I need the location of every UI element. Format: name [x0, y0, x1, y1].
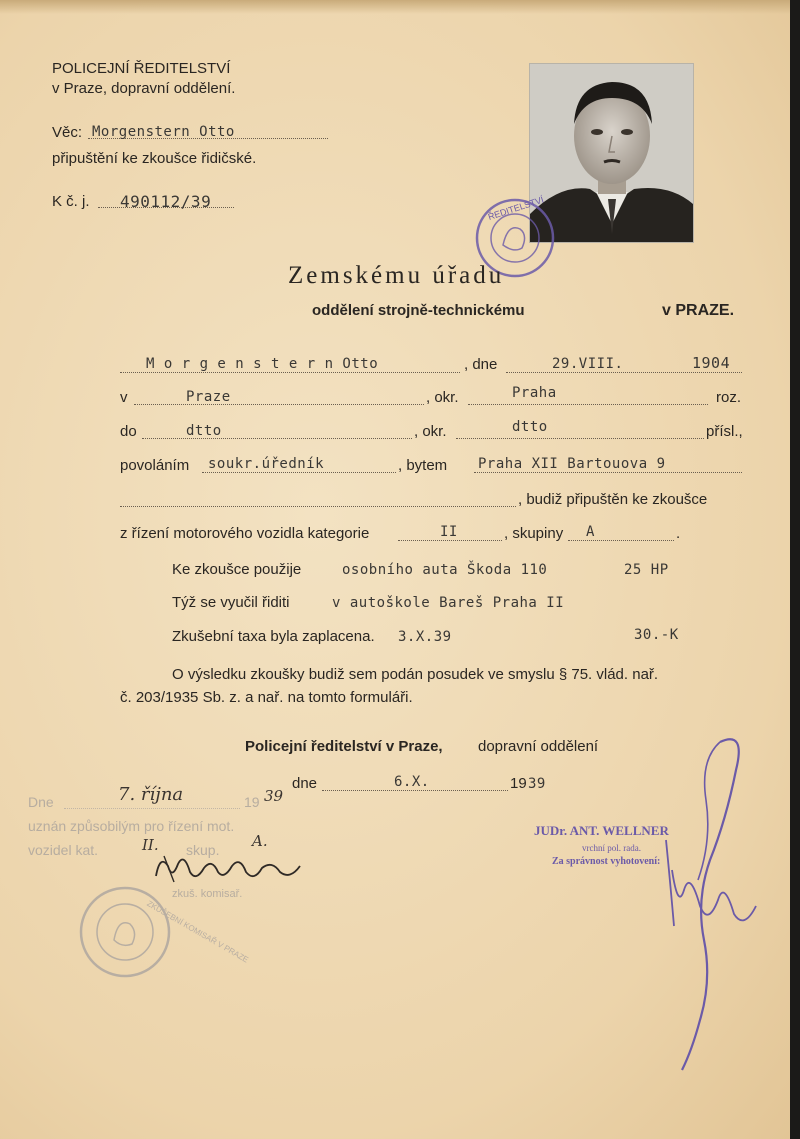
taxa-date: 3.X.39	[398, 629, 452, 645]
applicant-name: M o r g e n s t e r n Otto	[146, 356, 379, 372]
official-signature	[660, 730, 770, 1080]
exam-skup-label: skup.	[186, 842, 220, 858]
birth-date: 29.VIII.	[552, 356, 624, 372]
exam-komisar-label: zkuš. komisař.	[172, 888, 243, 900]
do-value: dtto	[186, 423, 222, 439]
dne-label: , dne	[464, 356, 498, 373]
bytem-value: Praha XII Bartouova 9	[478, 456, 666, 472]
hp-value: 25 HP	[624, 562, 669, 578]
period-mark: .	[676, 525, 681, 542]
prisl-label: přísl.,	[706, 423, 743, 440]
footer-year-prefix: 19	[510, 775, 527, 792]
paper-edge	[0, 0, 790, 14]
skupiny-dotted-line	[568, 540, 674, 541]
okr-dotted-line	[468, 404, 708, 405]
povolanim-value: soukr.úředník	[208, 456, 325, 472]
exam-date-dotted-line	[64, 808, 240, 809]
subject-line: připuštění ke zkoušce řidičské.	[52, 150, 257, 167]
header-office: POLICEJNÍ ŘEDITELSTVÍ	[52, 60, 231, 77]
okr2-dotted-line	[456, 438, 704, 439]
commissar-stamp-text: ZKUŠEBNÍ KOMISAŘ V PRAZE	[145, 898, 250, 965]
do-label: do	[120, 423, 137, 440]
vec-value: Morgenstern Otto	[92, 124, 235, 140]
addressee-title: Zemskému úřadu	[288, 262, 505, 289]
footer-dne-label: dne	[292, 775, 318, 792]
name-dotted-line	[120, 372, 460, 373]
footer-date-dotted-line	[322, 790, 508, 791]
vysledek-line1: O výsledku zkoušky budiž sem podán posudek ve smyslu § 75. vlád. nař.	[172, 666, 659, 683]
stamp-title: vrchní pol. rada.	[582, 843, 641, 853]
okr-value: Praha	[512, 385, 557, 401]
addressee-dept: oddělení strojně-technickému	[312, 302, 525, 319]
stamp-correct: Za správnost vyhotovení:	[552, 856, 661, 867]
vycuil-label: Týž se vyučil řiditi	[172, 594, 290, 611]
pripusten-text: , budiž připuštěn ke zkoušce	[518, 491, 708, 508]
povolanim-dotted-line	[202, 472, 396, 473]
exam-vozidel-label: vozidel kat.	[28, 842, 99, 858]
pouzije-label: Ke zkoušce použije	[172, 561, 302, 578]
exam-line2: uznán způsobilým pro řízení mot.	[28, 818, 235, 834]
kcj-value: 490112/39	[120, 192, 212, 211]
vec-label: Věc:	[52, 124, 83, 141]
skupiny-value: A	[586, 524, 595, 540]
okr-label: , okr.	[426, 389, 459, 406]
exam-hand-year: 39	[264, 787, 284, 805]
exam-kat-value: II.	[142, 836, 159, 854]
pouzije-value: osobního auta Škoda 110	[342, 562, 548, 578]
rizeni-label: z řízení motorového vozidla kategorie	[120, 525, 370, 542]
addressee-city: v PRAZE.	[662, 302, 735, 319]
kcj-label: K č. j.	[52, 193, 90, 210]
exam-hand-date: 7. října	[118, 784, 184, 805]
exam-year-prefix: 19	[244, 794, 260, 810]
exam-dne-label: Dne	[28, 794, 54, 810]
v-label: v	[120, 389, 128, 406]
kategorie-dotted-line	[398, 540, 502, 541]
vycuil-value: v autoškole Bareš Praha II	[332, 595, 565, 611]
kategorie-value: II	[440, 524, 458, 540]
exam-skup-value: A.	[252, 832, 268, 850]
police-stamp-text: ŘEDITELSTVÍ	[486, 194, 545, 222]
taxa-label: Zkušební taxa byla zaplacena.	[172, 628, 375, 645]
do-dotted-line	[142, 438, 412, 439]
blank-dotted-line	[120, 506, 516, 507]
taxa-amount: 30.-K	[634, 627, 679, 643]
birthplace-dotted-line	[134, 404, 424, 405]
okr2-value: dtto	[512, 419, 548, 435]
footer-year-suffix: 39	[528, 776, 546, 792]
footer-office-dept: dopravní oddělení	[478, 738, 599, 755]
stamp-name: JUDr. ANT. WELLNER	[534, 823, 669, 838]
birth-year: 1904	[692, 354, 731, 372]
birthplace: Praze	[186, 389, 231, 405]
footer-date-day: 6.X.	[394, 774, 430, 790]
skupiny-label: , skupiny	[504, 525, 564, 542]
okr2-label: , okr.	[414, 423, 447, 440]
bytem-label: , bytem	[398, 457, 448, 474]
povolanim-label: povoláním	[120, 457, 190, 474]
vysledek-line2: č. 203/1935 Sb. z. a nař. na tomto formuláři.	[120, 689, 413, 706]
footer-office: Policejní ředitelství v Praze,	[245, 738, 443, 755]
birth-dotted-line	[506, 372, 742, 373]
roz-label: roz.	[716, 389, 742, 406]
header-department: v Praze, dopravní oddělení.	[52, 80, 236, 97]
bytem-dotted-line	[474, 472, 742, 473]
